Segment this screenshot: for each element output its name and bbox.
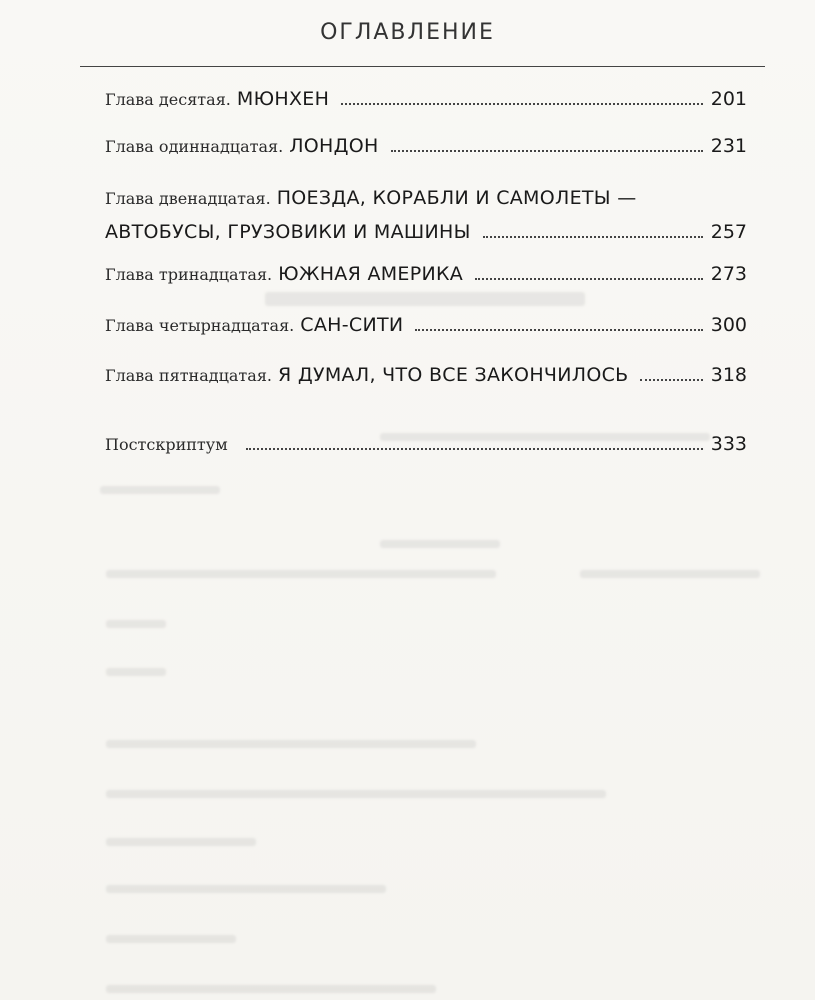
chapter-label: Глава двенадцатая. bbox=[105, 189, 271, 208]
chapter-title: Я ДУМАЛ, ЧТО ВСЕ ЗАКОНЧИЛОСЬ bbox=[278, 364, 629, 386]
postscript-label: Постскриптум bbox=[105, 435, 228, 454]
dot-leader bbox=[246, 448, 703, 450]
dot-leader bbox=[640, 379, 702, 381]
chapter-title: ЮЖНАЯ АМЕРИКА bbox=[278, 263, 464, 285]
toc-entry bbox=[105, 364, 747, 386]
chapter-label: Глава одиннадцатая. bbox=[105, 137, 284, 156]
dot-leader bbox=[391, 150, 703, 152]
page-number: 231 bbox=[710, 135, 747, 157]
chapter-title-continued: АВТОБУСЫ, ГРУЗОВИКИ И МАШИНЫ bbox=[105, 221, 471, 243]
chapter-label: Глава пятнадцатая. bbox=[105, 366, 272, 385]
page-number: 333 bbox=[710, 433, 747, 455]
toc-header bbox=[0, 20, 815, 45]
toc-entry bbox=[105, 263, 747, 285]
toc-entry bbox=[105, 135, 747, 157]
page-number: 257 bbox=[710, 221, 747, 243]
page-number: 300 bbox=[710, 314, 747, 336]
chapter-label: Глава десятая. bbox=[105, 90, 231, 109]
dot-leader bbox=[483, 236, 703, 238]
toc-entry bbox=[105, 314, 747, 336]
page-title: ОГЛАВЛЕНИЕ bbox=[320, 20, 495, 45]
dot-leader bbox=[415, 329, 702, 331]
toc-entry bbox=[105, 88, 747, 110]
page-number: 273 bbox=[710, 263, 747, 285]
toc-entry bbox=[105, 433, 747, 455]
chapter-title: САН-СИТИ bbox=[300, 314, 404, 336]
chapter-label: Глава тринадцатая. bbox=[105, 265, 273, 284]
chapter-title: ПОЕЗДА, КОРАБЛИ И САМОЛЕТЫ — bbox=[276, 187, 637, 209]
toc-entry bbox=[105, 187, 747, 243]
page-number: 201 bbox=[710, 88, 747, 110]
header-divider bbox=[80, 66, 765, 67]
dot-leader bbox=[475, 278, 703, 280]
chapter-label: Глава четырнадцатая. bbox=[105, 316, 295, 335]
page-number: 318 bbox=[710, 364, 747, 386]
chapter-title: МЮНХЕН bbox=[236, 88, 330, 110]
chapter-title: ЛОНДОН bbox=[289, 135, 379, 157]
dot-leader bbox=[341, 103, 703, 105]
